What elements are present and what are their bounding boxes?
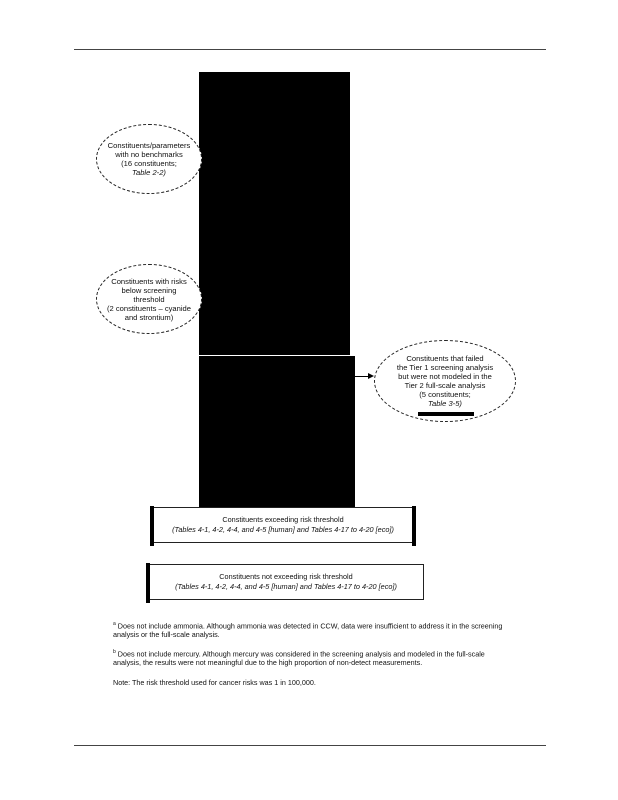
risk-threshold-note: [113, 678, 503, 687]
oval-underline-bar: [418, 412, 474, 416]
oval-text-line: Constituents with risks: [111, 276, 187, 286]
oval-text-line: (5 constituents;: [419, 390, 471, 399]
box-right-post: [412, 506, 416, 546]
oval-below-threshold: [96, 264, 202, 334]
oval-text-line: Constituents that failed: [406, 354, 484, 363]
footnote-marker: a: [113, 621, 116, 627]
box-title: Constituents exceeding risk threshold: [222, 515, 344, 524]
oval-text-line: below screening threshold: [121, 285, 177, 304]
oval-text-line: but were not modeled in the: [398, 372, 492, 381]
oval-text-line: Table 2-2): [132, 168, 166, 177]
box-left-post: [150, 506, 154, 546]
box-not-exceeding-threshold: [148, 564, 424, 600]
oval-text-line: (16 constituents;: [121, 159, 177, 168]
box-exceeding-threshold: [152, 507, 414, 543]
oval-text-line: (2 constituents – cyanide: [106, 303, 191, 313]
footnote-text: Does not include ammonia. Although ammonia was detected in CCW, data were insufficient to address it in the screening analysis or the full-scale analysis.: [113, 621, 503, 640]
footnote-a: [113, 620, 503, 639]
footnote-marker: b: [113, 649, 116, 655]
oval-text-line: with no benchmarks: [115, 150, 183, 159]
oval-text-line: Tier 2 full-scale analysis: [404, 381, 486, 390]
oval-text-line: and strontium): [124, 312, 174, 322]
box-detail: (Tables 4-1, 4-2, 4-4, and 4-5 [human] and Tables 4-17 to 4-20 [eco]): [172, 525, 394, 534]
box-left-post: [146, 563, 150, 603]
oval-no-benchmarks: [96, 124, 202, 194]
oval-text-line: the Tier 1 screening analysis: [396, 363, 494, 372]
oval-text-line: Table 3-5): [428, 399, 462, 408]
box-title: Constituents not exceeding risk threshold: [219, 572, 353, 581]
footnote-text: Does not include mercury. Although mercury was considered in the screening analysis and modeled in the full-scale analysis, the results were not meaningful due to the high proportion of non-detect measurements.: [113, 649, 485, 668]
footnote-b: [113, 648, 503, 667]
header-rule: [74, 49, 546, 50]
box-detail: (Tables 4-1, 4-2, 4-4, and 4-5 [human] and Tables 4-17 to 4-20 [eco]): [175, 582, 397, 591]
tier2-fullscale-block: [199, 356, 355, 511]
footer-rule: [74, 745, 546, 746]
oval-failed-tier1: [374, 340, 516, 422]
oval-text-line: Constituents/parameters: [107, 141, 191, 150]
tier1-screening-block: [199, 72, 350, 355]
note-text: Note: The risk threshold used for cancer risks was 1 in 100,000.: [113, 678, 316, 687]
